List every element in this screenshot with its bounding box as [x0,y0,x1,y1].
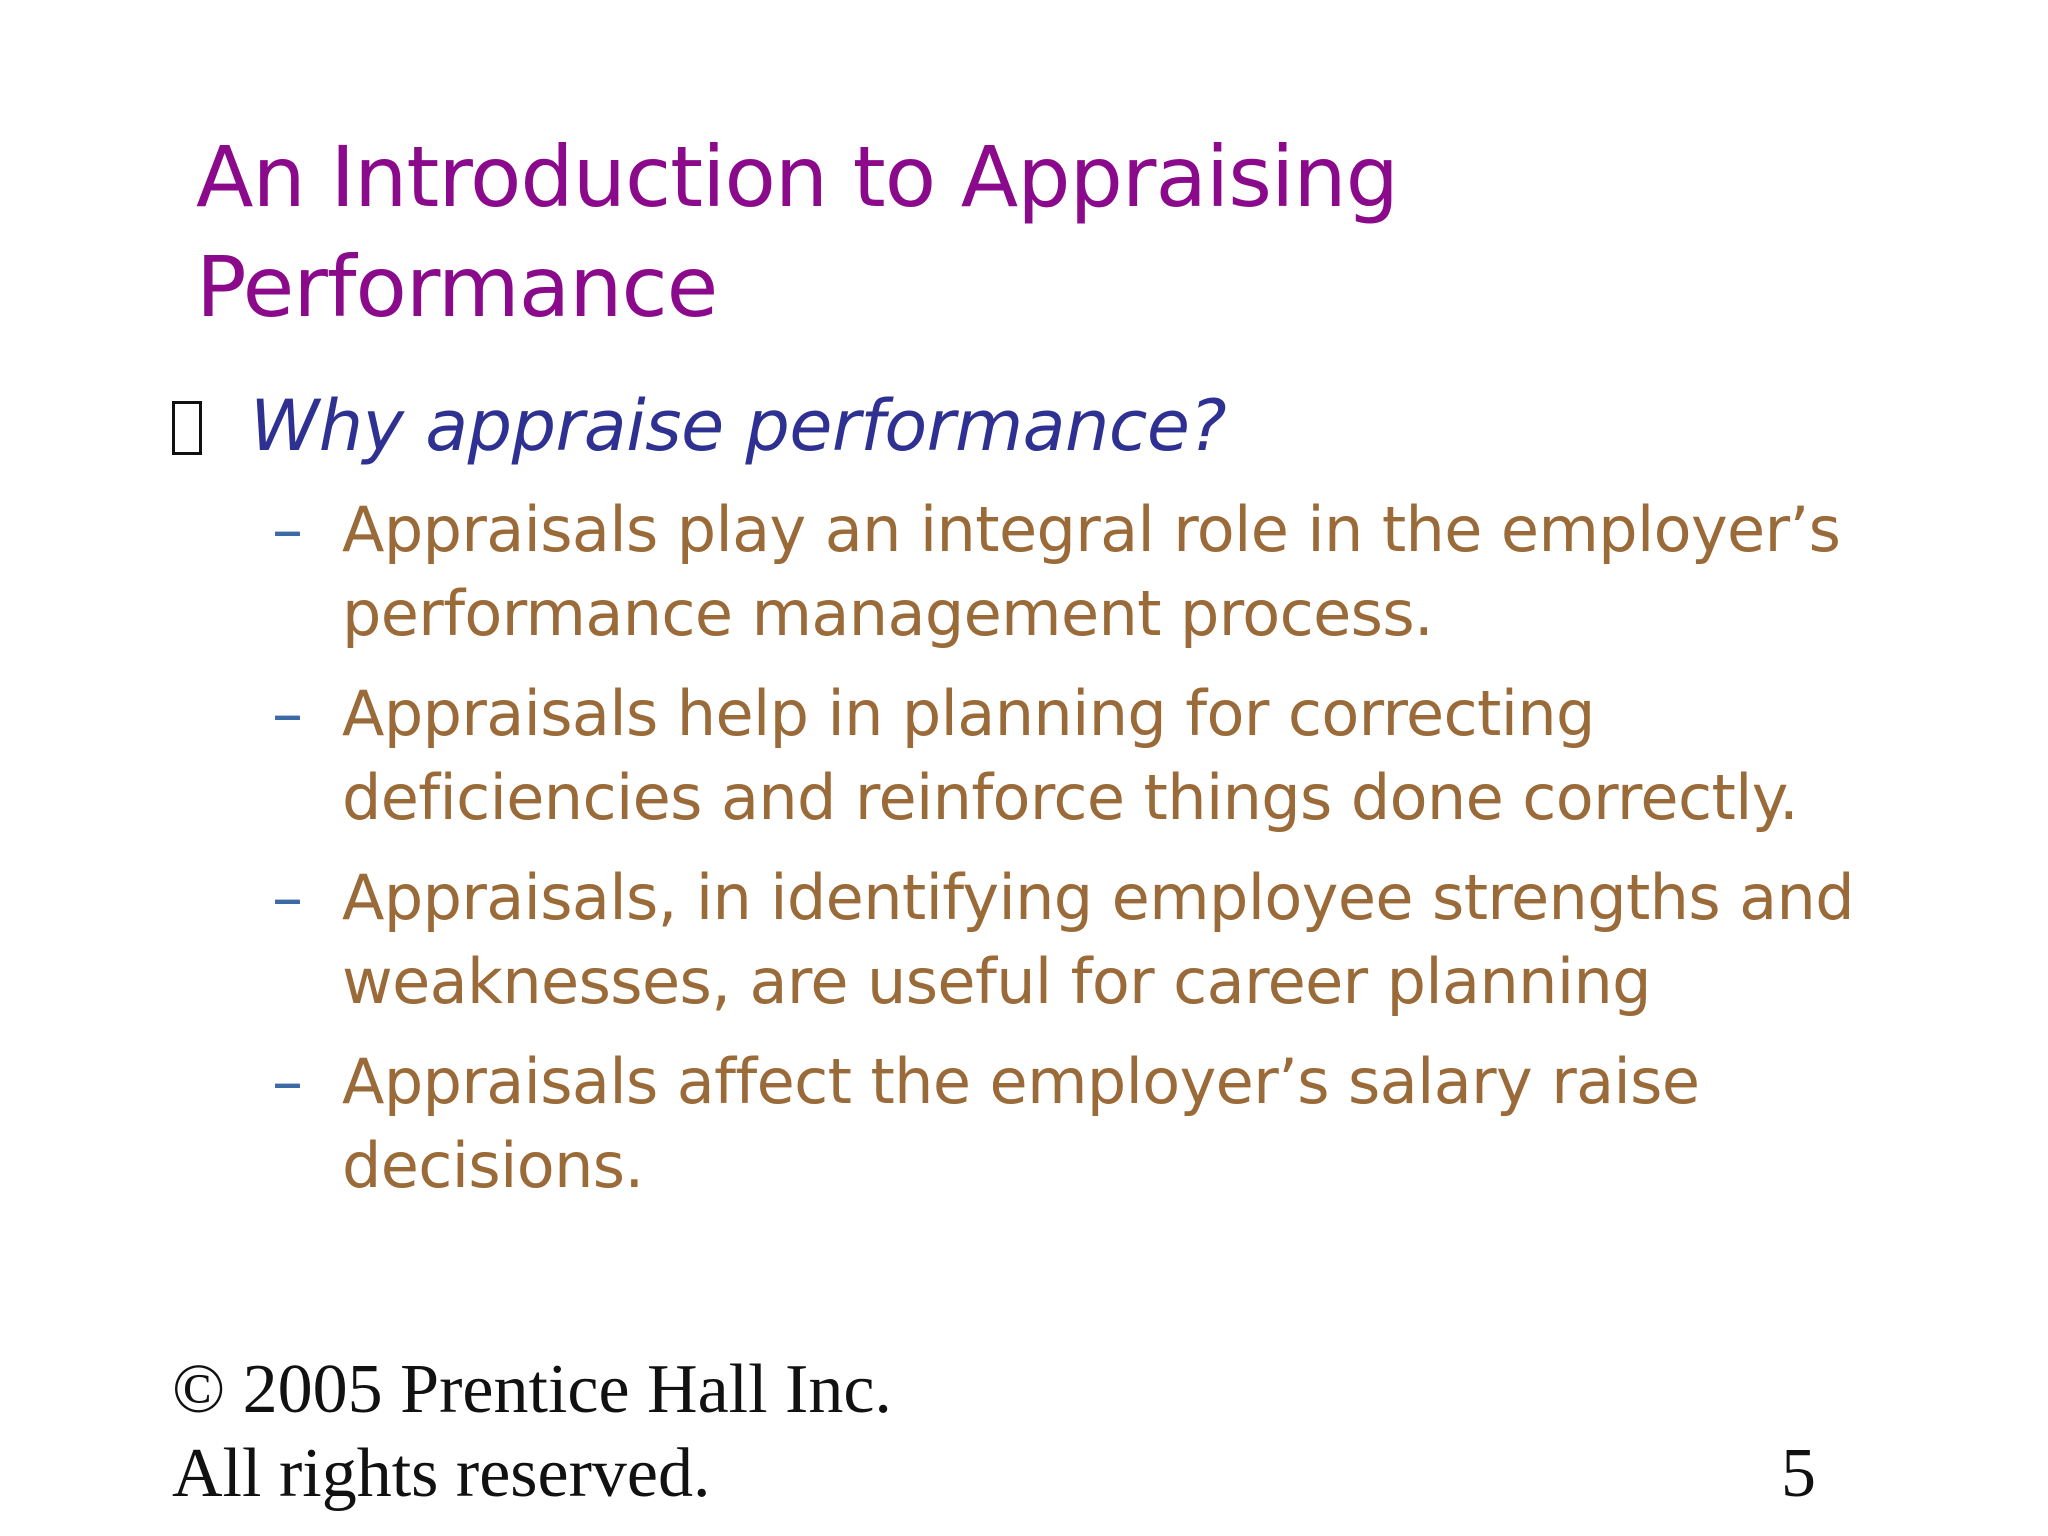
sub-bullet-line-1: Appraisals affect the employer’s salary raise [342,1045,1700,1118]
slide-title-line-2: Performance [196,238,718,336]
copyright-text: © 2005 Prentice Hall Inc. [172,1351,892,1428]
rights-text: All rights reserved. [172,1435,711,1512]
sub-bullet-text [342,672,1798,840]
sub-bullet-item [272,672,1872,840]
square-bullet-icon [172,401,202,455]
dash-bullet-icon: – [272,1045,303,1118]
sub-bullet-item [272,1040,1872,1208]
slide-title-line-1: An Introduction to Appraising [196,128,1398,226]
sub-bullet-list [272,488,1872,1224]
copyright-footer [172,1348,892,1516]
dash-bullet-icon: – [272,861,303,934]
sub-bullet-text [342,1040,1699,1208]
sub-bullet-line-2: deficiencies and reinforce things done correctly. [342,761,1799,834]
dash-bullet-icon: – [272,677,303,750]
sub-bullet-item [272,856,1872,1024]
sub-bullet-line-2: weaknesses, are useful for career planning [342,945,1651,1018]
main-bullet [172,376,1772,476]
sub-bullet-text [342,488,1840,656]
slide-title [196,122,1796,342]
sub-bullet-line-1: Appraisals play an integral role in the employer’s [342,493,1841,566]
sub-bullet-line-2: decisions. [342,1129,644,1202]
sub-bullet-line-2: performance management process. [342,577,1434,650]
page-number: 5 [1781,1435,1816,1512]
dash-bullet-icon: – [272,493,303,566]
sub-bullet-line-1: Appraisals help in planning for correcting [342,677,1595,750]
sub-bullet-item [272,488,1872,656]
sub-bullet-line-1: Appraisals, in identifying employee strengths and [342,861,1855,934]
sub-bullet-text [342,856,1854,1024]
main-question: Why appraise performance? [250,385,1227,467]
